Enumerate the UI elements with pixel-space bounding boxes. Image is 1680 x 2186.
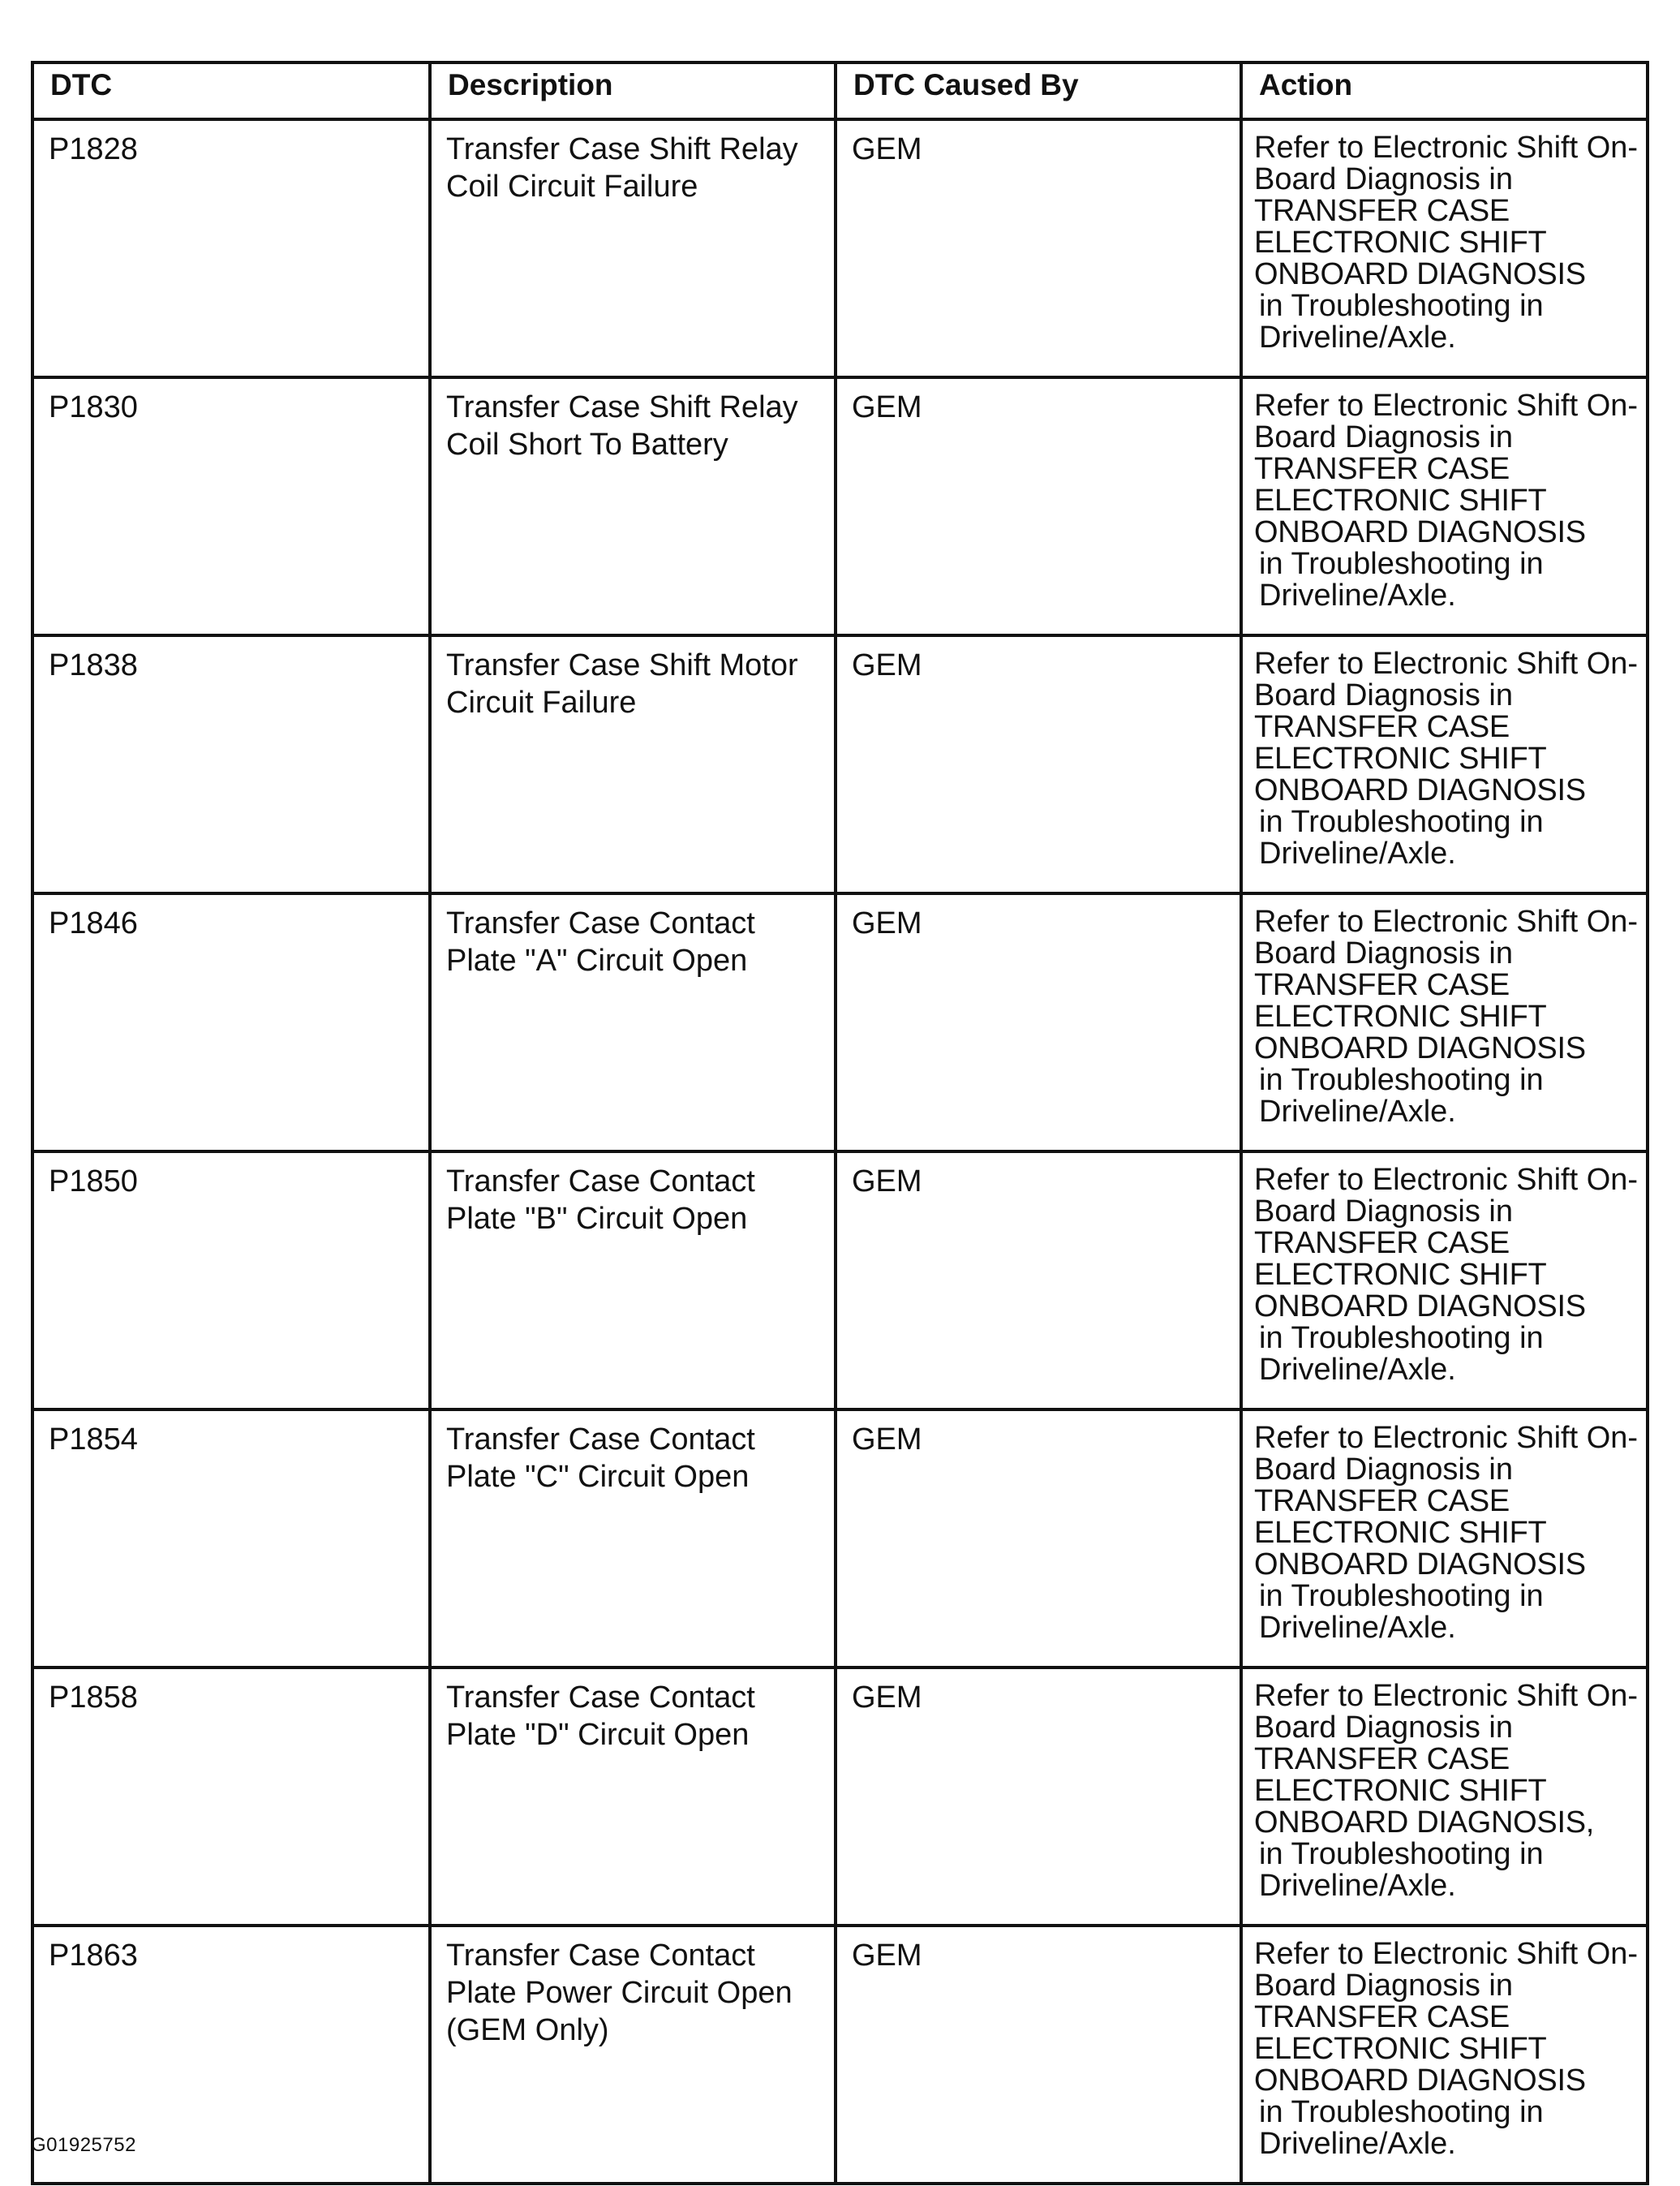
dtc-description: Transfer Case Shift Relay Coil Circuit Failure [430, 119, 836, 377]
dtc-description: Transfer Case Contact Plate "C" Circuit Open [430, 1409, 836, 1667]
dtc-caused-by: GEM [836, 1151, 1241, 1409]
dtc-caused-by: GEM [836, 635, 1241, 893]
dtc-action [1241, 1409, 1648, 1667]
action-location: in Troubleshooting in Driveline/Axle. [1259, 1837, 1544, 1903]
dtc-code: P1830 [32, 377, 430, 635]
dtc-code: P1828 [32, 119, 430, 377]
dtc-code: P1858 [32, 1667, 430, 1926]
dtc-description: Transfer Case Shift Relay Coil Short To Battery [430, 377, 836, 635]
dtc-action [1241, 893, 1648, 1151]
action-procedure-title: TRANSFER CASE ELECTRONIC SHIFT ONBOARD DIAGNOSIS, [1254, 1742, 1595, 1840]
header-row [32, 62, 1648, 119]
action-procedure-title: TRANSFER CASE ELECTRONIC SHIFT ONBOARD DIAGNOSIS [1254, 452, 1586, 549]
header-description: Description [430, 62, 836, 119]
action-reference: Refer to Electronic Shift On-Board Diagnosis in [1254, 1421, 1639, 1487]
dtc-caused-by: GEM [836, 377, 1241, 635]
action-reference: Refer to Electronic Shift On-Board Diagnosis in [1254, 1937, 1639, 2003]
dtc-caused-by: GEM [836, 893, 1241, 1151]
dtc-action [1241, 1667, 1648, 1926]
action-reference: Refer to Electronic Shift On-Board Diagnosis in [1254, 1679, 1639, 1745]
dtc-caused-by: GEM [836, 1409, 1241, 1667]
action-reference: Refer to Electronic Shift On-Board Diagnosis in [1254, 647, 1639, 712]
dtc-description: Transfer Case Shift Motor Circuit Failure [430, 635, 836, 893]
header-dtc: DTC [32, 62, 430, 119]
action-reference: Refer to Electronic Shift On-Board Diagnosis in [1254, 1163, 1639, 1229]
action-procedure-title: TRANSFER CASE ELECTRONIC SHIFT ONBOARD DIAGNOSIS [1254, 194, 1586, 291]
dtc-caused-by: GEM [836, 1926, 1241, 2184]
table-row [32, 893, 1648, 1151]
action-procedure-title: TRANSFER CASE ELECTRONIC SHIFT ONBOARD DIAGNOSIS [1254, 710, 1586, 807]
action-procedure-title: TRANSFER CASE ELECTRONIC SHIFT ONBOARD DIAGNOSIS [1254, 1484, 1586, 1581]
dtc-action [1241, 635, 1648, 893]
dtc-caused-by: GEM [836, 119, 1241, 377]
dtc-action [1241, 1926, 1648, 2184]
table-row [32, 1667, 1648, 1926]
table-row [32, 635, 1648, 893]
dtc-code: P1846 [32, 893, 430, 1151]
action-location: in Troubleshooting in Driveline/Axle. [1259, 1321, 1544, 1387]
action-location: in Troubleshooting in Driveline/Axle. [1259, 805, 1544, 871]
action-location: in Troubleshooting in Driveline/Axle. [1259, 547, 1544, 613]
header-caused-by: DTC Caused By [836, 62, 1241, 119]
dtc-action [1241, 119, 1648, 377]
header-action: Action [1241, 62, 1648, 119]
dtc-description: Transfer Case Contact Plate "D" Circuit Open [430, 1667, 836, 1926]
table-row [32, 1926, 1648, 2184]
table-row [32, 1409, 1648, 1667]
action-procedure-title: TRANSFER CASE ELECTRONIC SHIFT ONBOARD DIAGNOSIS [1254, 1226, 1586, 1323]
action-location: in Troubleshooting in Driveline/Axle. [1259, 1063, 1544, 1129]
dtc-code: P1854 [32, 1409, 430, 1667]
table-row [32, 377, 1648, 635]
table-row [32, 1151, 1648, 1409]
dtc-description: Transfer Case Contact Plate Power Circuit Open (GEM Only) [430, 1926, 836, 2184]
action-reference: Refer to Electronic Shift On-Board Diagnosis in [1254, 131, 1639, 196]
action-procedure-title: TRANSFER CASE ELECTRONIC SHIFT ONBOARD DIAGNOSIS [1254, 968, 1586, 1065]
action-location: in Troubleshooting in Driveline/Axle. [1259, 2095, 1544, 2161]
action-reference: Refer to Electronic Shift On-Board Diagnosis in [1254, 389, 1639, 454]
dtc-description: Transfer Case Contact Plate "B" Circuit Open [430, 1151, 836, 1409]
dtc-table [31, 61, 1649, 2185]
dtc-code: P1850 [32, 1151, 430, 1409]
dtc-action [1241, 1151, 1648, 1409]
dtc-code: P1863 [32, 1926, 430, 2184]
action-reference: Refer to Electronic Shift On-Board Diagnosis in [1254, 905, 1639, 970]
dtc-action [1241, 377, 1648, 635]
action-location: in Troubleshooting in Driveline/Axle. [1259, 289, 1544, 355]
dtc-code: P1838 [32, 635, 430, 893]
action-location: in Troubleshooting in Driveline/Axle. [1259, 1579, 1544, 1645]
figure-id: G01925752 [31, 2134, 136, 2156]
table-row [32, 119, 1648, 377]
dtc-caused-by: GEM [836, 1667, 1241, 1926]
action-procedure-title: TRANSFER CASE ELECTRONIC SHIFT ONBOARD DIAGNOSIS [1254, 2000, 1586, 2098]
dtc-description: Transfer Case Contact Plate "A" Circuit Open [430, 893, 836, 1151]
